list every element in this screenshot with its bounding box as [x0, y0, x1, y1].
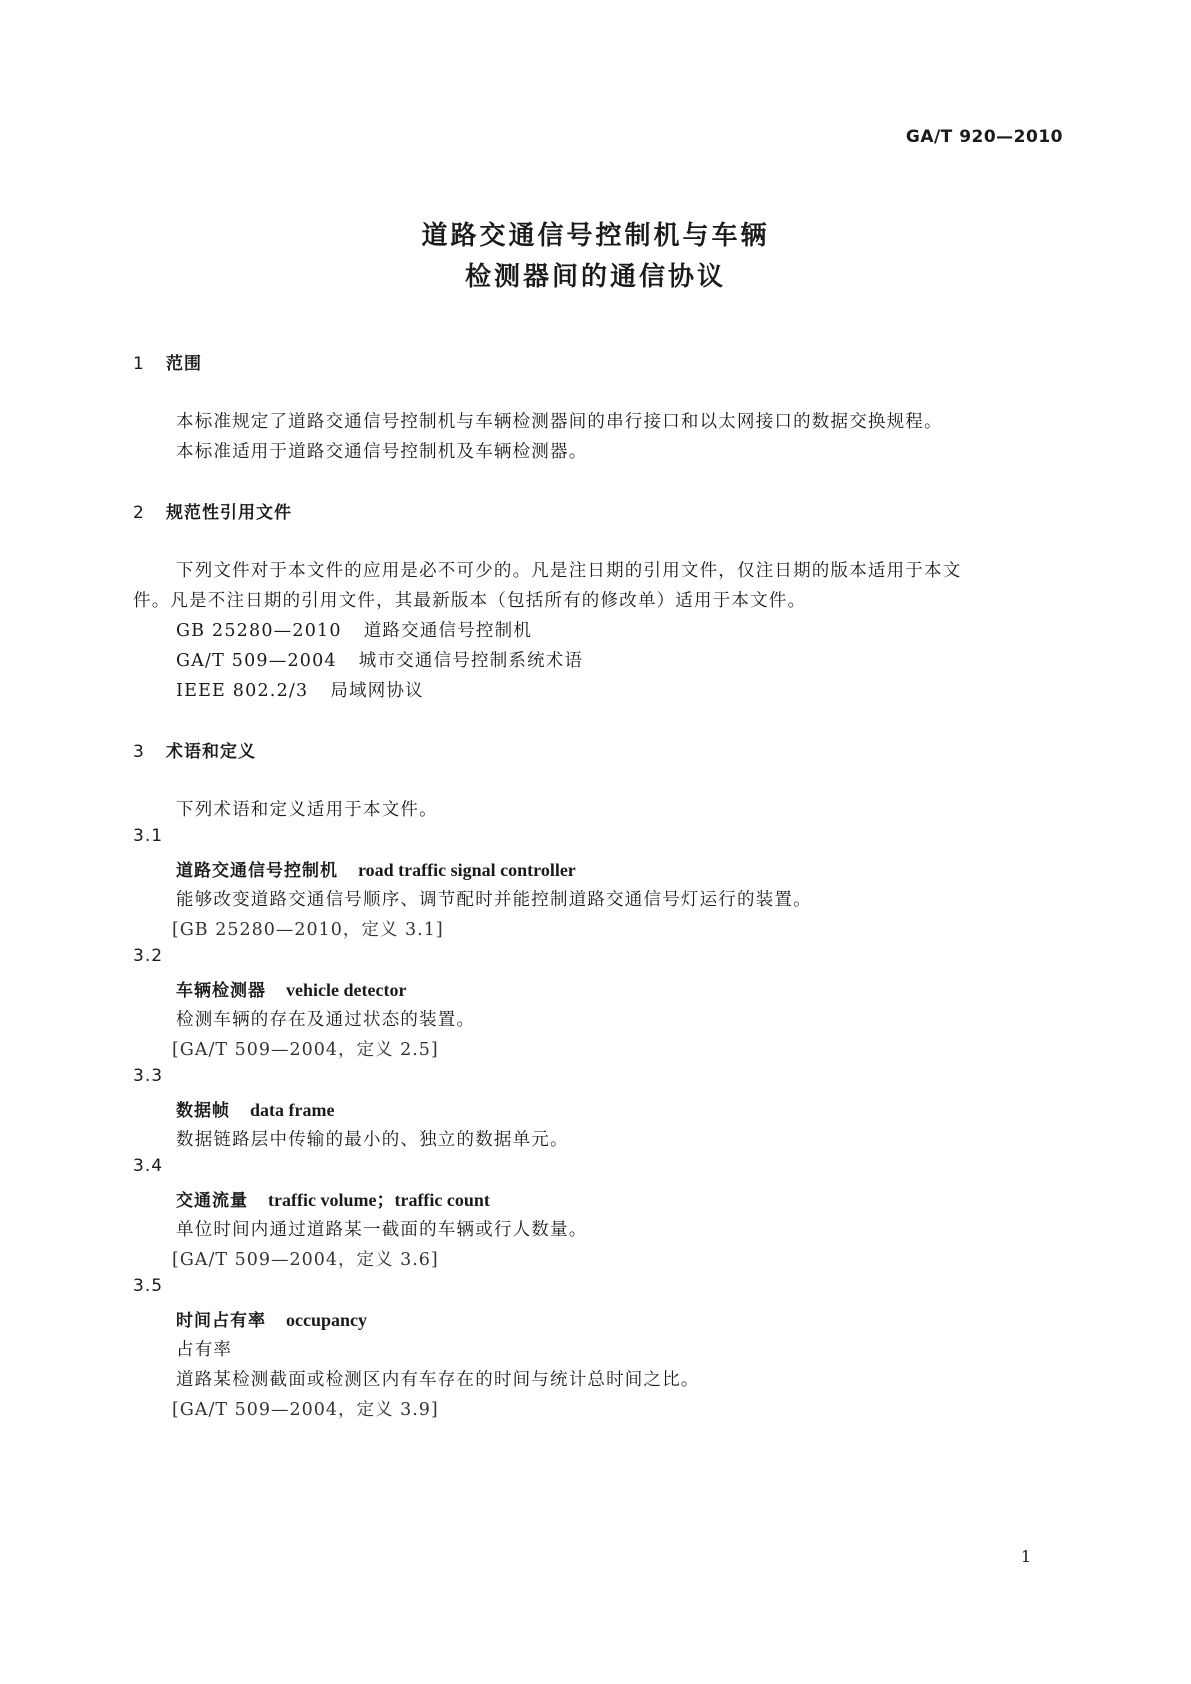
term-entry — [176, 1306, 367, 1331]
section-title: 规范性引用文件 — [166, 503, 292, 523]
term-source: [GA/T 509—2004，定义 2.5] — [172, 1040, 439, 1060]
term-alias: 占有率 — [176, 1340, 233, 1360]
term-zh: 道路交通信号控制机 — [176, 861, 338, 881]
term-zh: 时间占有率 — [176, 1311, 266, 1331]
reference-code: IEEE 802.2/3 — [176, 681, 309, 701]
term-definition: 道路某检测截面或检测区内有车存在的时间与统计总时间之比。 — [176, 1370, 700, 1390]
term-source: [GB 25280—2010，定义 3.1] — [172, 920, 444, 940]
section-1-paragraph: 本标准适用于道路交通信号控制机及车辆检测器。 — [176, 442, 588, 462]
section-2-heading — [133, 498, 292, 523]
term-number: 3.2 — [133, 946, 164, 966]
term-entry — [176, 1096, 334, 1121]
reference-title: 城市交通信号控制系统术语 — [358, 651, 584, 671]
term-zh: 交通流量 — [176, 1191, 248, 1211]
term-en: vehicle detector — [286, 980, 407, 1000]
section-1-heading — [133, 349, 202, 374]
term-en: occupancy — [286, 1310, 367, 1330]
reference-title: 局域网协议 — [330, 681, 424, 701]
term-number: 3.3 — [133, 1066, 164, 1086]
term-number: 3.4 — [133, 1156, 164, 1176]
term-entry — [176, 1186, 490, 1212]
term-source: [GA/T 509—2004，定义 3.9] — [172, 1400, 439, 1420]
reference-title: 道路交通信号控制机 — [363, 621, 533, 641]
term-definition: 数据链路层中传输的最小的、独立的数据单元。 — [176, 1130, 569, 1150]
term-entry — [176, 856, 576, 881]
section-number: 2 — [133, 503, 145, 523]
section-title: 术语和定义 — [166, 742, 256, 762]
reference-item — [176, 647, 583, 672]
term-en: road traffic signal controller — [358, 860, 576, 880]
standard-number: GA/T 920—2010 — [905, 127, 1063, 147]
section-1-paragraph: 本标准规定了道路交通信号控制机与车辆检测器间的串行接口和以太网接口的数据交换规程。 — [176, 412, 943, 432]
term-definition: 能够改变道路交通信号顺序、调节配时并能控制道路交通信号灯运行的装置。 — [176, 890, 812, 910]
reference-code: GB 25280—2010 — [176, 621, 342, 641]
reference-code: GA/T 509—2004 — [176, 651, 337, 671]
reference-item — [176, 677, 424, 702]
term-zh: 车辆检测器 — [176, 981, 266, 1001]
term-number: 3.1 — [133, 826, 164, 846]
document-title-line2: 检测器间的通信协议 — [464, 262, 726, 292]
term-zh: 数据帧 — [176, 1101, 230, 1121]
section-title: 范围 — [166, 354, 202, 374]
term-source: [GA/T 509—2004，定义 3.6] — [172, 1250, 439, 1270]
term-entry — [176, 976, 406, 1001]
section-number: 1 — [133, 354, 145, 374]
section-3-heading — [133, 737, 256, 762]
term-en: data frame — [250, 1100, 335, 1120]
section-2-intro: 下列文件对于本文件的应用是必不可少的。凡是注日期的引用文件，仅注日期的版本适用于本文 — [176, 561, 962, 581]
term-definition: 单位时间内通过道路某一截面的车辆或行人数量。 — [176, 1220, 588, 1240]
page-number: 1 — [1020, 1547, 1031, 1566]
term-en: traffic volume；traffic count — [268, 1190, 490, 1210]
section-2-intro-cont: 件。凡是不注日期的引用文件，其最新版本（包括所有的修改单）适用于本文件。 — [133, 591, 807, 611]
section-3-intro: 下列术语和定义适用于本文件。 — [176, 800, 438, 820]
term-number: 3.5 — [133, 1276, 164, 1296]
section-number: 3 — [133, 742, 145, 762]
document-title-line1: 道路交通信号控制机与车辆 — [421, 221, 770, 251]
reference-item — [176, 617, 532, 642]
term-definition: 检测车辆的存在及通过状态的装置。 — [176, 1010, 476, 1030]
